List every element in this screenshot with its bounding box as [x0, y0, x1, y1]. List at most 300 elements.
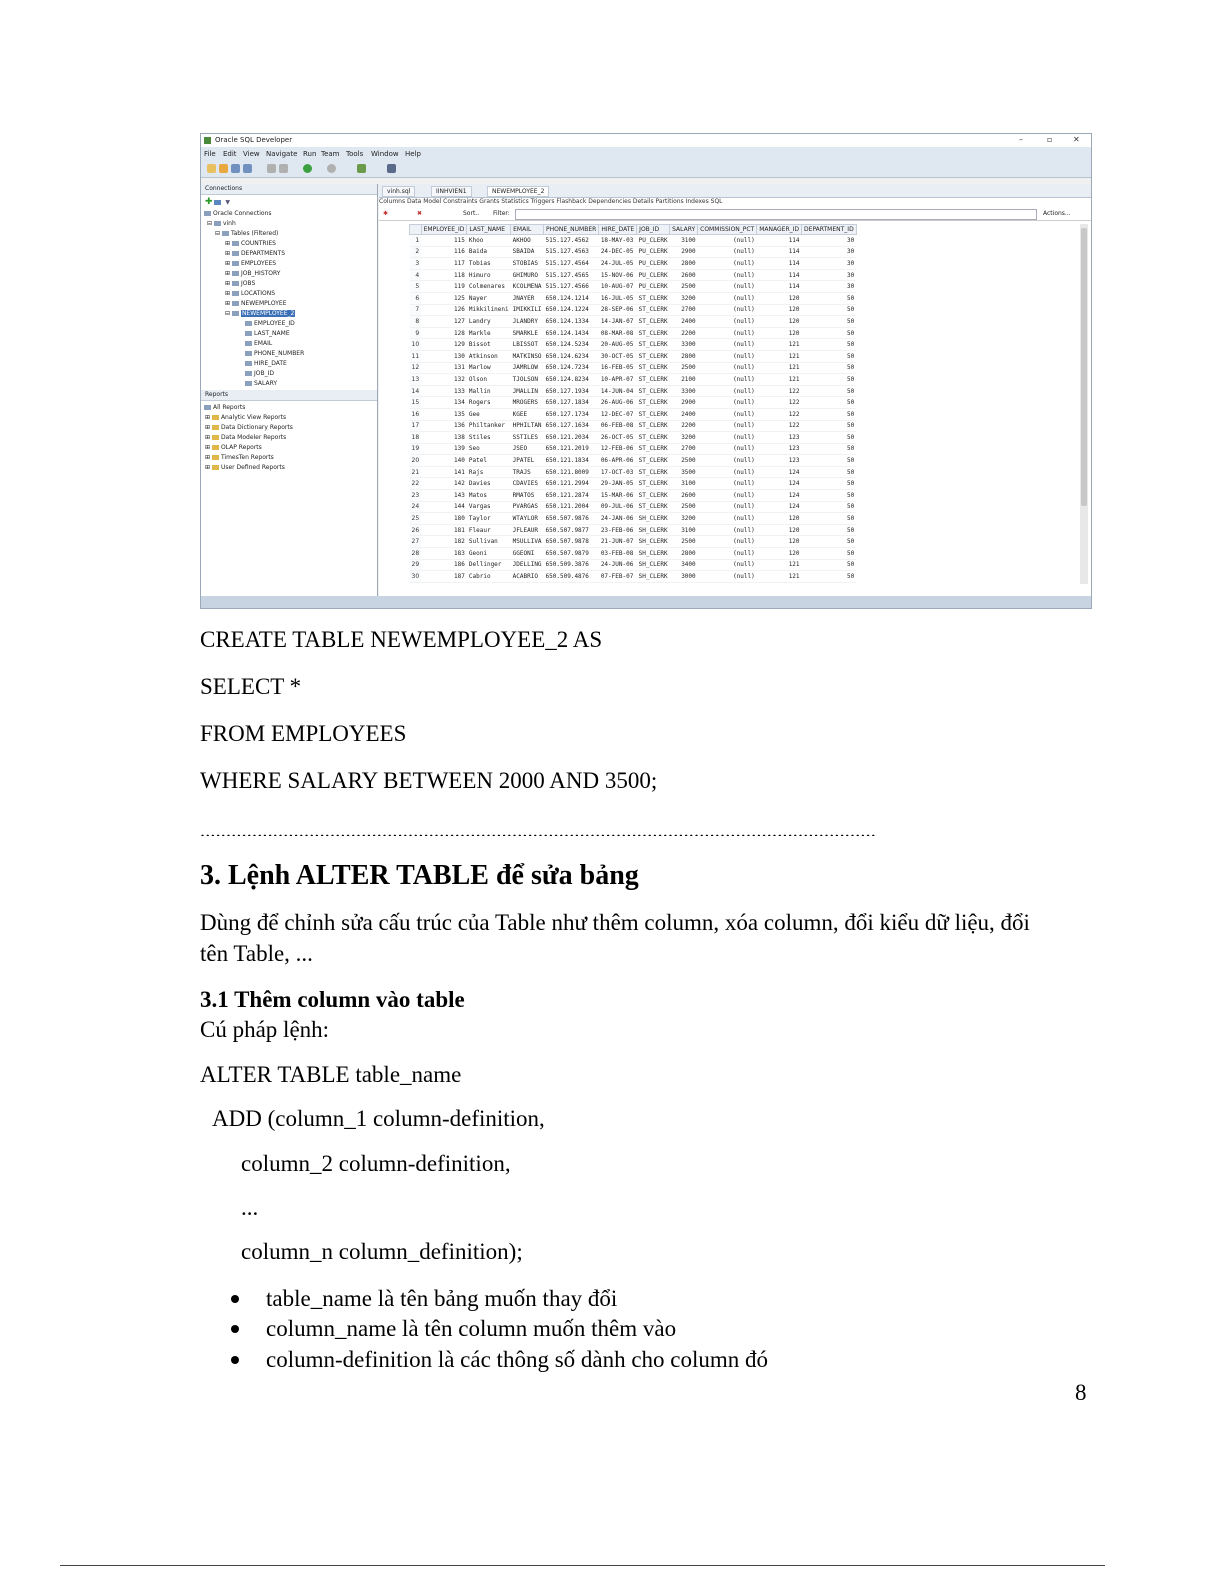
table-cell[interactable]: 123 [757, 443, 802, 455]
table-cell[interactable]: JFLEAUR [511, 524, 544, 536]
tree-table[interactable]: ⊞ COUNTRIES [225, 240, 276, 247]
table-cell[interactable]: 142 [421, 478, 467, 490]
tree-connection[interactable]: ⊟ vinh [207, 220, 236, 227]
table-cell[interactable]: ST_CLERK [637, 304, 670, 316]
binoculars-icon[interactable] [387, 164, 396, 173]
table-cell[interactable]: 131 [421, 362, 467, 374]
table-cell[interactable]: 180 [421, 513, 467, 525]
table-cell[interactable]: JAMRLOW [511, 362, 544, 374]
table-row[interactable] [410, 269, 857, 281]
table-row[interactable] [410, 350, 857, 362]
table-cell[interactable]: (null) [698, 350, 757, 362]
table-cell[interactable]: Davies [467, 478, 511, 490]
table-cell[interactable]: (null) [698, 571, 757, 583]
table-cell[interactable]: (null) [698, 524, 757, 536]
table-cell[interactable]: 50 [802, 374, 857, 386]
table-row[interactable] [410, 432, 857, 444]
table-cell[interactable]: ST_CLERK [637, 385, 670, 397]
menu-help[interactable]: Help [405, 150, 421, 158]
table-cell[interactable]: ST_CLERK [637, 501, 670, 513]
table-cell[interactable]: 14-JUN-04 [599, 385, 637, 397]
table-cell[interactable]: 122 [757, 397, 802, 409]
table-cell[interactable]: 30 [802, 258, 857, 270]
table-cell[interactable]: Bissot [467, 339, 511, 351]
table-cell[interactable]: 124 [757, 490, 802, 502]
table-cell[interactable]: 2500 [670, 501, 698, 513]
table-cell[interactable]: Matos [467, 490, 511, 502]
table-cell[interactable]: 124 [757, 501, 802, 513]
table-cell[interactable]: GGEONI [511, 548, 544, 560]
table-cell[interactable]: JMALLIN [511, 385, 544, 397]
menu-file[interactable]: File [204, 150, 216, 158]
table-cell[interactable]: MSULLIVA [511, 536, 544, 548]
menu-navigate[interactable]: Navigate [266, 150, 298, 158]
table-cell[interactable]: SH_CLERK [637, 548, 670, 560]
table-cell[interactable]: Vargas [467, 501, 511, 513]
table-cell[interactable]: 121 [757, 350, 802, 362]
table-cell[interactable]: ST_CLERK [637, 374, 670, 386]
table-cell[interactable]: 515.127.4566 [544, 281, 599, 293]
table-row[interactable] [410, 548, 857, 560]
table-cell[interactable]: Baida [467, 246, 511, 258]
scroll-thumb[interactable] [1081, 228, 1087, 506]
table-cell[interactable]: 03-FEB-08 [599, 548, 637, 560]
table-cell[interactable]: (null) [698, 432, 757, 444]
table-cell[interactable]: 30 [802, 281, 857, 293]
table-cell[interactable]: 50 [802, 478, 857, 490]
tree-table[interactable]: ⊞ JOB_HISTORY [225, 270, 281, 277]
table-cell[interactable]: 29-JAN-05 [599, 478, 637, 490]
table-cell[interactable]: 650.121.2994 [544, 478, 599, 490]
add-connection-icon[interactable]: ✚ [205, 197, 213, 207]
table-cell[interactable]: Rajs [467, 466, 511, 478]
table-cell[interactable]: (null) [698, 281, 757, 293]
table-cell[interactable]: (null) [698, 501, 757, 513]
table-row[interactable] [410, 513, 857, 525]
table-cell[interactable]: 06-APR-06 [599, 455, 637, 467]
table-row[interactable] [410, 478, 857, 490]
table-cell[interactable]: 50 [802, 571, 857, 583]
table-row[interactable] [410, 258, 857, 270]
table-cell[interactable]: 50 [802, 420, 857, 432]
table-cell[interactable]: (null) [698, 490, 757, 502]
report-item[interactable]: ⊞ User Defined Reports [205, 464, 285, 471]
table-cell[interactable]: 650.509.4876 [544, 571, 599, 583]
table-cell[interactable]: 124 [757, 478, 802, 490]
table-cell[interactable]: 2900 [670, 397, 698, 409]
table-cell[interactable]: 50 [802, 455, 857, 467]
table-cell[interactable]: Seo [467, 443, 511, 455]
table-cell[interactable]: Geoni [467, 548, 511, 560]
table-cell[interactable]: 136 [421, 420, 467, 432]
table-row[interactable] [410, 443, 857, 455]
table-cell[interactable]: 133 [421, 385, 467, 397]
column-header[interactable]: HIRE_DATE [599, 225, 637, 235]
table-cell[interactable]: 30 [802, 235, 857, 247]
table-cell[interactable]: (null) [698, 420, 757, 432]
table-cell[interactable]: 2600 [670, 269, 698, 281]
table-cell[interactable]: 16-JUL-05 [599, 292, 637, 304]
table-cell[interactable]: 15-MAR-06 [599, 490, 637, 502]
table-cell[interactable]: 24-JUN-06 [599, 559, 637, 571]
table-cell[interactable]: 2700 [670, 443, 698, 455]
table-cell[interactable]: 186 [421, 559, 467, 571]
table-cell[interactable]: 50 [802, 397, 857, 409]
table-cell[interactable]: 650.127.1634 [544, 420, 599, 432]
table-cell[interactable]: ST_CLERK [637, 420, 670, 432]
table-cell[interactable]: 50 [802, 304, 857, 316]
table-cell[interactable]: (null) [698, 235, 757, 247]
table-cell[interactable]: 24-JAN-06 [599, 513, 637, 525]
table-cell[interactable]: ST_CLERK [637, 397, 670, 409]
table-cell[interactable]: 140 [421, 455, 467, 467]
table-cell[interactable]: ST_CLERK [637, 490, 670, 502]
table-cell[interactable]: 650.124.1224 [544, 304, 599, 316]
table-cell[interactable]: Landry [467, 316, 511, 328]
table-cell[interactable]: 650.507.9877 [544, 524, 599, 536]
table-cell[interactable]: Atkinson [467, 350, 511, 362]
table-cell[interactable]: 3300 [670, 339, 698, 351]
table-cell[interactable]: (null) [698, 559, 757, 571]
table-cell[interactable]: JDELLING [511, 559, 544, 571]
table-cell[interactable]: (null) [698, 339, 757, 351]
table-cell[interactable]: 2500 [670, 281, 698, 293]
table-cell[interactable]: Olson [467, 374, 511, 386]
run-icon[interactable] [357, 164, 366, 173]
table-cell[interactable]: 650.121.2004 [544, 501, 599, 513]
table-cell[interactable]: 23-FEB-06 [599, 524, 637, 536]
table-cell[interactable]: 650.121.1834 [544, 455, 599, 467]
tree-column[interactable]: EMAIL [245, 340, 272, 347]
table-row[interactable] [410, 235, 857, 247]
table-cell[interactable]: GHIMURO [511, 269, 544, 281]
table-cell[interactable]: PU_CLERK [637, 258, 670, 270]
table-cell[interactable]: SH_CLERK [637, 571, 670, 583]
table-cell[interactable]: 187 [421, 571, 467, 583]
table-row[interactable] [410, 536, 857, 548]
table-cell[interactable]: ST_CLERK [637, 478, 670, 490]
menu-view[interactable]: View [243, 150, 260, 158]
table-row[interactable] [410, 385, 857, 397]
table-cell[interactable]: SBAIDA [511, 246, 544, 258]
table-cell[interactable]: 18-MAY-03 [599, 235, 637, 247]
table-cell[interactable]: 2400 [670, 408, 698, 420]
table-cell[interactable]: ST_CLERK [637, 408, 670, 420]
table-cell[interactable]: 26-AUG-06 [599, 397, 637, 409]
table-cell[interactable]: 10-AUG-07 [599, 281, 637, 293]
report-item[interactable]: ⊞ Data Modeler Reports [205, 434, 287, 441]
table-cell[interactable]: 650.507.9878 [544, 536, 599, 548]
table-cell[interactable]: 2200 [670, 420, 698, 432]
table-cell[interactable]: 50 [802, 362, 857, 374]
table-row[interactable] [410, 327, 857, 339]
table-cell[interactable]: PU_CLERK [637, 235, 670, 247]
table-cell[interactable]: 120 [757, 316, 802, 328]
table-cell[interactable]: 16-FEB-05 [599, 362, 637, 374]
table-cell[interactable]: 17-OCT-03 [599, 466, 637, 478]
table-cell[interactable]: 50 [802, 408, 857, 420]
table-cell[interactable]: 650.124.1214 [544, 292, 599, 304]
maximize-icon[interactable]: ▫ [1047, 135, 1053, 144]
filter-input[interactable] [515, 209, 1037, 220]
table-row[interactable] [410, 524, 857, 536]
table-cell[interactable]: 183 [421, 548, 467, 560]
table-row[interactable] [410, 408, 857, 420]
table-cell[interactable]: 144 [421, 501, 467, 513]
table-cell[interactable]: 114 [757, 281, 802, 293]
table-cell[interactable]: 3000 [670, 571, 698, 583]
table-cell[interactable]: 120 [757, 327, 802, 339]
table-cell[interactable]: 117 [421, 258, 467, 270]
minimize-icon[interactable]: – [1019, 135, 1023, 144]
report-item[interactable]: ⊞ OLAP Reports [205, 444, 262, 451]
table-cell[interactable]: KCOLMENA [511, 281, 544, 293]
tab-iinhvien1[interactable]: IINHVIEN1 [431, 186, 472, 197]
table-row[interactable] [410, 292, 857, 304]
table-cell[interactable]: 127 [421, 316, 467, 328]
table-cell[interactable]: (null) [698, 292, 757, 304]
table-cell[interactable]: 121 [757, 374, 802, 386]
table-cell[interactable]: JNAYER [511, 292, 544, 304]
table-cell[interactable]: IMIKKILI [511, 304, 544, 316]
table-row[interactable] [410, 374, 857, 386]
forward-icon[interactable] [327, 164, 336, 173]
table-cell[interactable]: LBISSOT [511, 339, 544, 351]
column-header[interactable]: COMMISSION_PCT [698, 225, 757, 235]
table-cell[interactable]: (null) [698, 536, 757, 548]
open-icon[interactable] [219, 164, 228, 173]
table-cell[interactable]: 50 [802, 513, 857, 525]
report-item[interactable]: ⊞ TimesTen Reports [205, 454, 274, 461]
redo-icon[interactable] [279, 164, 288, 173]
tree-column[interactable]: EMPLOYEE_ID [245, 320, 295, 327]
table-cell[interactable]: 120 [757, 304, 802, 316]
table-cell[interactable]: (null) [698, 466, 757, 478]
table-cell[interactable]: SH_CLERK [637, 513, 670, 525]
table-cell[interactable]: 123 [757, 455, 802, 467]
column-header[interactable]: EMAIL [511, 225, 544, 235]
table-cell[interactable]: 181 [421, 524, 467, 536]
table-cell[interactable]: 07-FEB-07 [599, 571, 637, 583]
table-cell[interactable]: (null) [698, 327, 757, 339]
table-cell[interactable]: HPHILTAN [511, 420, 544, 432]
table-cell[interactable]: 3100 [670, 478, 698, 490]
column-header[interactable]: SALARY [670, 225, 698, 235]
table-cell[interactable]: (null) [698, 269, 757, 281]
table-row[interactable] [410, 246, 857, 258]
table-cell[interactable]: 50 [802, 524, 857, 536]
table-cell[interactable]: 114 [757, 246, 802, 258]
table-cell[interactable]: 515.127.4564 [544, 258, 599, 270]
tree-table[interactable]: ⊞ LOCATIONS [225, 290, 276, 297]
table-cell[interactable]: 650.507.9876 [544, 513, 599, 525]
table-cell[interactable]: 141 [421, 466, 467, 478]
table-cell[interactable]: JLANDRY [511, 316, 544, 328]
table-cell[interactable]: Colmenares [467, 281, 511, 293]
table-cell[interactable]: (null) [698, 513, 757, 525]
table-cell[interactable]: Marlow [467, 362, 511, 374]
table-cell[interactable]: 135 [421, 408, 467, 420]
table-cell[interactable]: 50 [802, 385, 857, 397]
table-cell[interactable]: 50 [802, 350, 857, 362]
table-cell[interactable]: Mikkilineni [467, 304, 511, 316]
table-cell[interactable]: Markle [467, 327, 511, 339]
table-cell[interactable]: 650.121.2034 [544, 432, 599, 444]
table-cell[interactable]: Nayer [467, 292, 511, 304]
table-cell[interactable]: 122 [757, 420, 802, 432]
table-row[interactable] [410, 362, 857, 374]
table-cell[interactable]: 116 [421, 246, 467, 258]
table-cell[interactable]: SH_CLERK [637, 559, 670, 571]
table-cell[interactable]: 3200 [670, 513, 698, 525]
column-header[interactable]: MANAGER_ID [757, 225, 802, 235]
table-cell[interactable]: 06-FEB-08 [599, 420, 637, 432]
table-cell[interactable]: 2500 [670, 536, 698, 548]
tab-newemployee-2[interactable]: NEWEMPLOYEE_2 [487, 186, 549, 197]
table-cell[interactable]: 650.124.1334 [544, 316, 599, 328]
table-cell[interactable]: ST_CLERK [637, 432, 670, 444]
table-cell[interactable]: Tobias [467, 258, 511, 270]
column-header[interactable]: DEPARTMENT_ID [802, 225, 857, 235]
table-cell[interactable]: 120 [757, 524, 802, 536]
table-cell[interactable]: 132 [421, 374, 467, 386]
table-cell[interactable]: 10-APR-07 [599, 374, 637, 386]
table-cell[interactable]: 3300 [670, 385, 698, 397]
menu-window[interactable]: Window [371, 150, 399, 158]
table-cell[interactable]: 650.507.9879 [544, 548, 599, 560]
table-row[interactable] [410, 466, 857, 478]
tab-vinh-sql[interactable]: vinh.sql [382, 186, 415, 197]
table-cell[interactable]: ST_CLERK [637, 466, 670, 478]
table-cell[interactable]: 119 [421, 281, 467, 293]
table-cell[interactable]: 114 [757, 258, 802, 270]
table-cell[interactable]: 3100 [670, 524, 698, 536]
table-cell[interactable]: 123 [757, 432, 802, 444]
column-header[interactable]: PHONE_NUMBER [544, 225, 599, 235]
save-icon[interactable] [231, 164, 240, 173]
table-cell[interactable]: 2100 [670, 374, 698, 386]
table-cell[interactable]: 650.127.1934 [544, 385, 599, 397]
table-cell[interactable]: Philtanker [467, 420, 511, 432]
table-cell[interactable]: 143 [421, 490, 467, 502]
table-cell[interactable]: PVARGAS [511, 501, 544, 513]
table-cell[interactable]: Khoo [467, 235, 511, 247]
table-cell[interactable]: 115 [421, 235, 467, 247]
table-cell[interactable]: (null) [698, 408, 757, 420]
table-cell[interactable]: (null) [698, 374, 757, 386]
table-cell[interactable]: 50 [802, 339, 857, 351]
table-row[interactable] [410, 559, 857, 571]
table-cell[interactable]: 50 [802, 536, 857, 548]
table-cell[interactable]: 2500 [670, 362, 698, 374]
menu-tools[interactable]: Tools [346, 150, 364, 158]
table-cell[interactable]: 09-JUL-06 [599, 501, 637, 513]
table-cell[interactable]: STOBIAS [511, 258, 544, 270]
table-cell[interactable]: 121 [757, 362, 802, 374]
table-cell[interactable]: 26-OCT-05 [599, 432, 637, 444]
table-cell[interactable]: ST_CLERK [637, 455, 670, 467]
table-cell[interactable]: 24-DEC-05 [599, 246, 637, 258]
tree-column[interactable]: PHONE_NUMBER [245, 350, 304, 357]
table-cell[interactable]: 2200 [670, 327, 698, 339]
table-cell[interactable]: 12-FEB-06 [599, 443, 637, 455]
table-cell[interactable]: 650.127.1834 [544, 397, 599, 409]
delete-row-icon[interactable]: ✖ [417, 210, 423, 217]
tree-table[interactable]: ⊞ NEWEMPLOYEE [225, 300, 287, 307]
table-cell[interactable]: 2600 [670, 490, 698, 502]
table-cell[interactable]: 12-DEC-07 [599, 408, 637, 420]
save-all-icon[interactable] [243, 164, 252, 173]
table-cell[interactable]: CDAVIES [511, 478, 544, 490]
table-cell[interactable]: 28-SEP-06 [599, 304, 637, 316]
back-icon[interactable] [303, 164, 312, 173]
refresh-icon[interactable] [214, 200, 221, 205]
table-row[interactable] [410, 490, 857, 502]
table-cell[interactable]: 650.121.2019 [544, 443, 599, 455]
table-cell[interactable]: (null) [698, 316, 757, 328]
table-cell[interactable]: 30-OCT-05 [599, 350, 637, 362]
table-cell[interactable]: 515.127.4563 [544, 246, 599, 258]
report-item[interactable]: ⊞ Data Dictionary Reports [205, 424, 293, 431]
table-cell[interactable]: SSTILES [511, 432, 544, 444]
table-cell[interactable]: ACABRIO [511, 571, 544, 583]
table-cell[interactable]: 650.124.1434 [544, 327, 599, 339]
table-cell[interactable]: JPATEL [511, 455, 544, 467]
table-cell[interactable]: 515.127.4562 [544, 235, 599, 247]
table-cell[interactable]: 21-JUN-07 [599, 536, 637, 548]
table-cell[interactable]: Himuro [467, 269, 511, 281]
table-cell[interactable]: Mallin [467, 385, 511, 397]
table-cell[interactable]: Rogers [467, 397, 511, 409]
table-cell[interactable]: 2500 [670, 455, 698, 467]
table-cell[interactable]: SH_CLERK [637, 536, 670, 548]
table-cell[interactable]: 50 [802, 432, 857, 444]
table-cell[interactable]: 114 [757, 269, 802, 281]
object-subtabs[interactable]: Columns Data Model Constraints Grants Statistics Triggers Flashback Dependencies Details Partitions Indexes SQL [379, 198, 723, 205]
table-cell[interactable]: 50 [802, 466, 857, 478]
table-cell[interactable]: 120 [757, 292, 802, 304]
table-row[interactable] [410, 316, 857, 328]
table-cell[interactable]: (null) [698, 385, 757, 397]
table-cell[interactable]: 2400 [670, 316, 698, 328]
table-cell[interactable]: Sullivan [467, 536, 511, 548]
table-cell[interactable]: (null) [698, 548, 757, 560]
tree-column[interactable]: HIRE_DATE [245, 360, 287, 367]
table-cell[interactable]: PU_CLERK [637, 269, 670, 281]
tree-root[interactable]: Oracle Connections [204, 210, 272, 217]
table-cell[interactable]: 3200 [670, 432, 698, 444]
table-cell[interactable]: 50 [802, 490, 857, 502]
table-cell[interactable]: SH_CLERK [637, 524, 670, 536]
table-cell[interactable]: MATKINSO [511, 350, 544, 362]
table-cell[interactable]: 50 [802, 327, 857, 339]
table-cell[interactable]: AKHOO [511, 235, 544, 247]
table-row[interactable] [410, 304, 857, 316]
table-cell[interactable]: WTAYLOR [511, 513, 544, 525]
table-cell[interactable]: Dellinger [467, 559, 511, 571]
tree-column[interactable]: SALARY [245, 380, 277, 387]
table-cell[interactable]: TRAJS [511, 466, 544, 478]
table-cell[interactable]: 3100 [670, 235, 698, 247]
menu-edit[interactable]: Edit [223, 150, 237, 158]
table-cell[interactable]: 50 [802, 292, 857, 304]
table-cell[interactable]: KGEE [511, 408, 544, 420]
table-cell[interactable]: 50 [802, 316, 857, 328]
table-cell[interactable]: ST_CLERK [637, 327, 670, 339]
table-cell[interactable]: (null) [698, 304, 757, 316]
table-cell[interactable]: (null) [698, 258, 757, 270]
table-cell[interactable]: 130 [421, 350, 467, 362]
